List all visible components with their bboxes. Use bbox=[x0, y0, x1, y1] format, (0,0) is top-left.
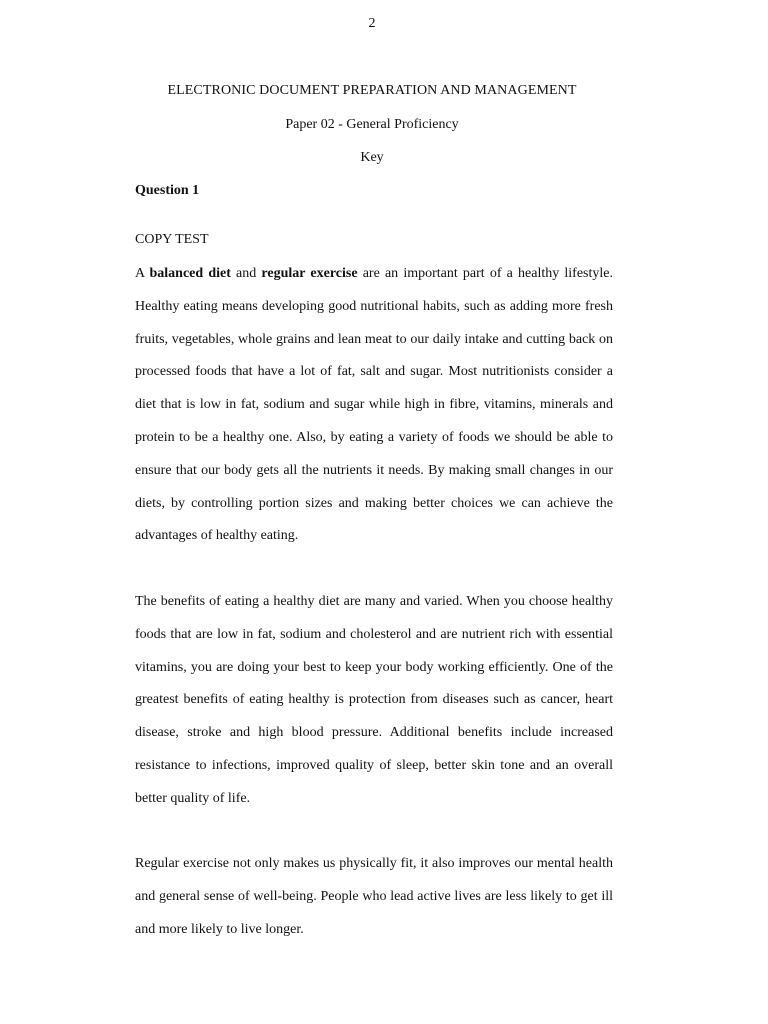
paragraph-line: resistance to infections, improved quality of sleep, better skin tone and an overall bbox=[135, 757, 613, 773]
paragraph-line: foods that are low in fat, sodium and cholesterol and are nutrient rich with essential bbox=[135, 626, 613, 642]
page-number: 2 bbox=[368, 16, 376, 31]
text-segment: are an important part of a healthy lifestyle. bbox=[357, 266, 613, 281]
paragraph-regular-exercise bbox=[135, 848, 613, 946]
text-segment: A bbox=[135, 266, 150, 281]
paragraph-line: disease, stroke and high blood pressure. Additional benefits include increased bbox=[135, 725, 613, 741]
paragraph-line: diets, by controlling portion sizes and making better choices we can achieve the bbox=[135, 495, 613, 511]
paragraph-line: and more likely to live longer. bbox=[135, 921, 304, 937]
question-heading: Question 1 bbox=[135, 183, 200, 198]
paragraph-line bbox=[135, 258, 613, 291]
bold-term: balanced diet bbox=[149, 266, 231, 281]
paragraph-line: processed foods that have a lot of fat, salt and sugar. Most nutritionists consider a bbox=[135, 364, 613, 380]
paragraph-balanced-diet bbox=[135, 258, 613, 553]
paragraph-line: protein to be a healthy one. Also, by eating a variety of foods we should be able to bbox=[135, 429, 613, 445]
paragraph-benefits bbox=[135, 586, 613, 816]
paragraph-line: vitamins, you are doing your best to keep your body working efficiently. One of the bbox=[135, 659, 613, 675]
paragraph-line: and general sense of well-being. People who lead active lives are less likely to get ill bbox=[135, 888, 613, 904]
paragraph-line: Healthy eating means developing good nutritional habits, such as adding more fresh bbox=[135, 298, 613, 314]
key-label: Key bbox=[360, 150, 384, 165]
paragraph-line: greatest benefits of eating healthy is protection from diseases such as cancer, heart bbox=[135, 692, 613, 708]
paragraph-line: The benefits of eating a healthy diet are many and varied. When you choose healthy bbox=[135, 594, 613, 609]
document-title: ELECTRONIC DOCUMENT PREPARATION AND MANAGEMENT bbox=[167, 83, 577, 98]
paragraph-line: ensure that our body gets all the nutrients it needs. By making small changes in our bbox=[135, 462, 613, 478]
paragraph-line: fruits, vegetables, whole grains and lean meat to our daily intake and cutting back on bbox=[135, 331, 613, 347]
text-segment: and bbox=[230, 266, 262, 281]
bold-term: regular exercise bbox=[261, 266, 358, 281]
paragraph-line: advantages of healthy eating. bbox=[135, 528, 299, 544]
document-subtitle: Paper 02 - General Proficiency bbox=[285, 117, 459, 132]
copy-test-label: COPY TEST bbox=[135, 232, 209, 247]
paragraph-line: Regular exercise not only makes us physically fit, it also improves our mental health bbox=[135, 856, 613, 871]
paragraph-line: diet that is low in fat, sodium and sugar while high in fibre, vitamins, minerals and bbox=[135, 397, 613, 413]
paragraph-line: better quality of life. bbox=[135, 790, 251, 806]
